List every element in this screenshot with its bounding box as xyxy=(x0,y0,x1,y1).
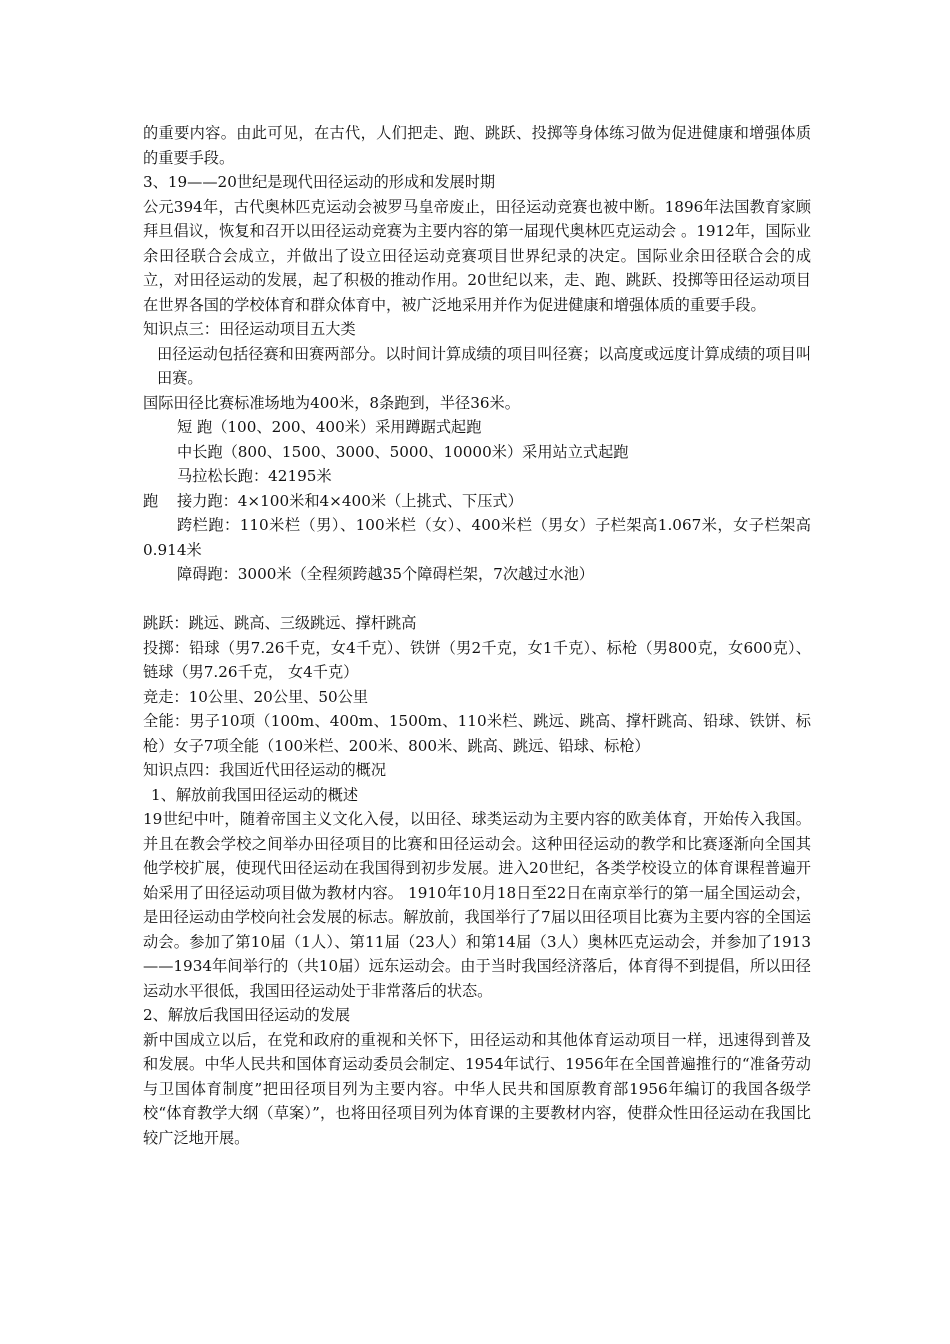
heading-knowledge-point-3: 知识点三：田径运动项目五大类 xyxy=(143,320,356,338)
blank-line xyxy=(143,587,811,612)
paragraph-modern-history: 公元394年，古代奥林匹克运动会被罗马皇帝废止，田径运动竞赛也被中断。1896年法国教育家顾拜旦倡议，恢复和召开以田径运动竞赛为主要内容的第一届现代奥林匹克运动会 。1912年，国际业余田径联合会成立，并做出了设立田径运动竞赛项目世界纪录的决定。国际业余田径联合会的成立，对田径运动的发展，起了积极的推动作用。20世纪以来，走、跑、跳跃、投掷等田径运动项目在世界各国的学校体育和群众体育中，被广泛地采用并作为促进健康和增强体质的重要手段。 xyxy=(143,197,811,314)
item-relay: 接力跑：4×100米和4×400米（上挑式、下压式） xyxy=(177,491,523,510)
item-middle-distance: 中长跑（800、1500、3000、5000、10000米）采用站立式起跑 xyxy=(177,442,629,461)
paragraph-post-liberation: 新中国成立以后，在党和政府的重视和关怀下，田径运动和其他体育运动项目一样，迅速得到普及和发展。中华人民共和国体育运动委员会制定、1954年试行、1956年在全国普遍推行的“准备劳动与卫国体育制度”把田径项目列为主要内容。中华人民共和国原教育部1956年编订的我国各级学校“体育教学大纲（草案）”，也将田径项目列为体育课的主要教材内容，使群众性田径运动在我国比较广泛地开展。 xyxy=(143,1030,811,1147)
item-race-walk: 竞走：10公里、20公里、50公里 xyxy=(143,687,369,706)
item-throws: 投掷：铅球（男7.26千克，女4千克）、铁饼（男2千克，女1千克）、标枪（男800克，女600克）、链球（男7.26千克， 女4千克） xyxy=(143,638,811,681)
item-combined-events: 全能：男子10项（100m、400m、1500m、110米栏、跳远、跳高、撑杆跳高、铅球、铁饼、标枪）女子7项全能（100米栏、200米、800米、跳高、跳远、铅球、标枪） xyxy=(143,712,811,755)
item-hurdles: 跨栏跑：110米栏（男）、100米栏（女）、400米栏（男女）子栏架高1.067米，女子栏架高0.914米 xyxy=(143,516,811,559)
item-relay-row xyxy=(143,489,811,514)
heading-modern-formation: 3、19——20世纪是现代田径运动的形成和发展时期 xyxy=(143,173,496,191)
paragraph-ancient-summary: 的重要内容。由此可见，在古代，人们把走、跑、跳跃、投掷等身体练习做为促进健康和增强体质的重要手段。 xyxy=(143,124,811,167)
run-category-label: 跑 xyxy=(143,491,159,510)
heading-knowledge-point-4: 知识点四：我国近代田径运动的概况 xyxy=(143,761,386,779)
paragraph-pre-liberation: 19世纪中叶，随着帝国主义文化入侵，以田径、球类运动为主要内容的欧美体育，开始传入我国。并且在教会学校之间举办田径项目的比赛和田径运动会。这种田径运动的教学和比赛逐渐向全国其他学校扩展，使现代田径运动在我国得到初步发展。进入20世纪，各类学校设立的体育课程普遍开始采用了田径运动项目做为教材内容。 1910年10月18日至22日在南京举行的第一届全国运动会，是田径运动由学校向社会发展的标志。解放前，我国举行了7届以田径项目比赛为主要内容的全国运动会。参加了第10届（1人）、第11届（23人）和第14届（3人）奥林匹克运动会，并参加了1913——1934年间举行的（共10届）远东运动会。由于当时我国经济落后，体育得不到提倡，所以田径运动水平很低，我国田径运动处于非常落后的状态。 xyxy=(143,810,811,1000)
heading-post-liberation: 2、解放后我国田径运动的发展 xyxy=(143,1006,351,1024)
item-marathon: 马拉松长跑：42195米 xyxy=(177,467,332,485)
item-steeplechase: 障碍跑：3000米（全程须跨越35个障碍栏架，7次越过水池） xyxy=(177,565,594,583)
paragraph-track-field-definition: 田径运动包括径赛和田赛两部分。以时间计算成绩的项目叫径赛；以高度或远度计算成绩的项目叫田赛。 xyxy=(157,344,811,387)
paragraph-standard-field: 国际田径比赛标准场地为400米，8条跑到，半径36米。 xyxy=(143,393,520,412)
heading-pre-liberation: 1、解放前我国田径运动的概述 xyxy=(151,785,359,804)
document-body xyxy=(143,121,811,1150)
item-sprint: 短 跑（100、200、400米）采用蹲踞式起跑 xyxy=(177,418,482,436)
item-jumps: 跳跃：跳远、跳高、三级跳远、撑杆跳高 xyxy=(143,614,417,632)
